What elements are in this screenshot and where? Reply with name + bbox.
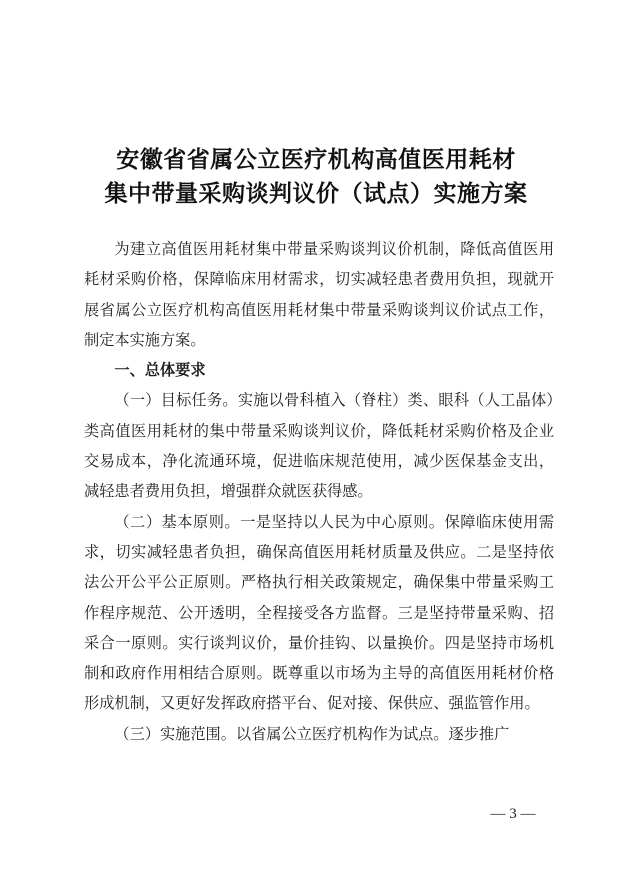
paragraph-item-1 (84, 385, 554, 506)
item-3-text: 以省属公立医疗机构作为试点。逐步推广 (235, 724, 510, 743)
item-1-text: 实施以骨科植入（脊柱）类、眼科（人工晶体）类高值医用耗材的集中带量采购谈判议价，降低耗材采购价格及企业交易成本，净化流通环境，促进临床规范使用，减少医保基金支出，减轻患者费用负担，增强群众就医获得感。 (84, 391, 554, 501)
section-1-heading: 一、总体要求 (114, 361, 206, 380)
document-title-line-2: 集中带量采购谈判议价（试点）实施方案 (104, 181, 528, 207)
item-1-label: （一）目标任务。 (114, 391, 238, 410)
intro-paragraph: 为建立高值医用耗材集中带量采购谈判议价机制，降低高值医用耗材采购价格，保障临床用材需求，切实减轻患者费用负担，现就开展省属公立医疗机构高值医用耗材集中带量采购谈判议价试点工作，制定本实施方案。 (84, 240, 554, 349)
section-heading (84, 355, 554, 385)
document-body (84, 234, 554, 749)
document-title-line-1: 安徽省省属公立医疗机构高值医用耗材 (116, 147, 516, 173)
item-2-text: 一是坚持以人民为中心原则。保障临床使用需求，切实减轻患者负担，确保高值医用耗材质量及供应。二是坚持依法公开公平公正原则。严格执行相关政策规定，确保集中带量采购工作程序规范、公开透明，全程接受各方监督。三是坚持带量采购、招采合一原则。实行谈判议价，量价挂钩、以量换价。四是坚持市场机制和政府作用相结合原则。既尊重以市场为主导的高值医用耗材价格形成机制，又更好发挥政府搭平台、促对接、保供应、强监管作用。 (84, 512, 555, 713)
page-number: — 3 — (490, 806, 536, 822)
paragraph-item-2 (84, 507, 554, 719)
paragraph-item-3 (84, 719, 554, 749)
item-3-label: （三）实施范围。 (114, 724, 236, 743)
item-2-label: （二）基本原则。 (114, 512, 241, 531)
